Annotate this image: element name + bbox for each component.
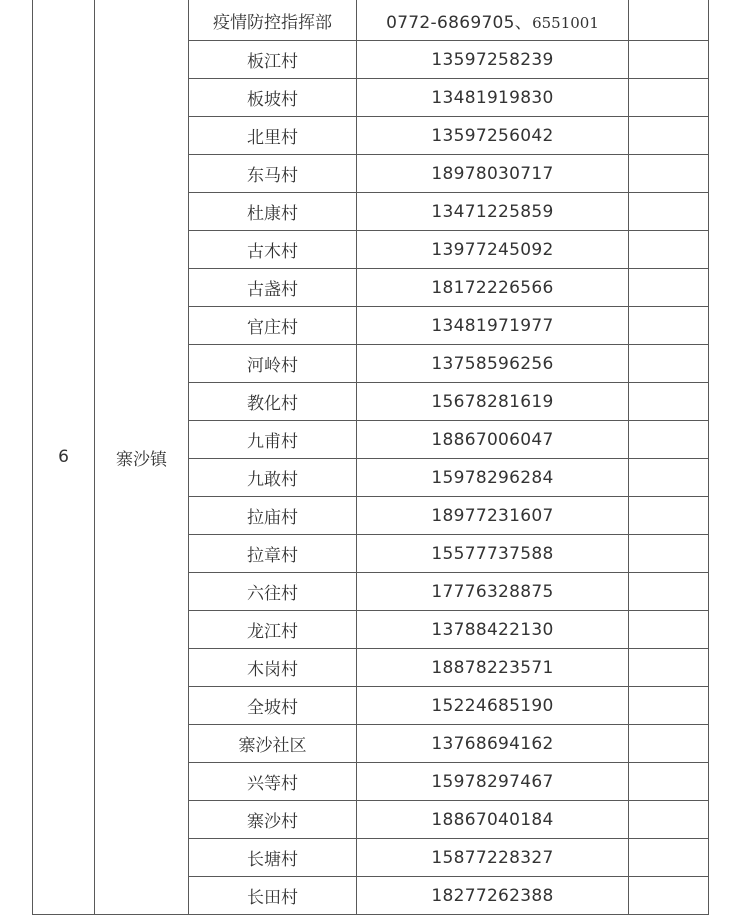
unit-name-cell: 全坡村: [189, 687, 357, 725]
unit-name-cell: 兴等村: [189, 763, 357, 801]
phone-cell: [357, 231, 629, 269]
group-index-cell: 6: [33, 0, 95, 915]
phone-number: 18878223571: [431, 657, 554, 678]
contact-table-body: [33, 0, 709, 915]
unit-name-cell: 六往村: [189, 573, 357, 611]
unit-name-cell: 北里村: [189, 117, 357, 155]
unit-name-cell: 长田村: [189, 877, 357, 915]
unit-name-cell: 长塘村: [189, 839, 357, 877]
phone-cell: [357, 383, 629, 421]
phone-number: 17776328875: [431, 581, 554, 602]
unit-name-cell: 官庄村: [189, 307, 357, 345]
note-cell: [629, 649, 709, 687]
phone-cell: [357, 877, 629, 915]
note-cell: [629, 231, 709, 269]
phone-number: 13768694162: [431, 733, 554, 754]
phone-cell: [357, 687, 629, 725]
unit-name-cell: 古盏村: [189, 269, 357, 307]
phone-number: 18867006047: [431, 429, 554, 450]
unit-name-cell: 古木村: [189, 231, 357, 269]
phone-number: 15877228327: [431, 847, 554, 868]
unit-name-cell: 寨沙社区: [189, 725, 357, 763]
unit-name-cell: 拉庙村: [189, 497, 357, 535]
note-cell: [629, 763, 709, 801]
note-cell: [629, 41, 709, 79]
unit-name-cell: 板江村: [189, 41, 357, 79]
note-cell: [629, 193, 709, 231]
note-cell: [629, 725, 709, 763]
phone-number: 18277262388: [431, 885, 554, 906]
phone-number: 13481971977: [431, 315, 554, 336]
phone-number: 13471225859: [431, 201, 554, 222]
phone-cell: [357, 117, 629, 155]
phone-number: 13977245092: [431, 239, 554, 260]
phone-number: 15678281619: [431, 391, 554, 412]
town-name-cell: 寨沙镇: [95, 0, 189, 915]
unit-name-cell: 板坡村: [189, 79, 357, 117]
note-cell: [629, 79, 709, 117]
phone-number: 13481919830: [431, 87, 554, 108]
phone-cell: [357, 497, 629, 535]
unit-name-cell: 龙江村: [189, 611, 357, 649]
phone-cell: [357, 155, 629, 193]
phone-cell: [357, 725, 629, 763]
contact-table: [32, 0, 709, 915]
unit-name-cell: 木岗村: [189, 649, 357, 687]
phone-number: 13788422130: [431, 619, 554, 640]
unit-name-cell: 九甫村: [189, 421, 357, 459]
phone-cell: [357, 307, 629, 345]
phone-cell: [357, 763, 629, 801]
unit-name-cell: 疫情防控指挥部: [189, 0, 357, 41]
note-cell: [629, 801, 709, 839]
note-cell: [629, 839, 709, 877]
note-cell: [629, 117, 709, 155]
note-cell: [629, 269, 709, 307]
phone-cell: [357, 839, 629, 877]
phone-number-extra: 6551001: [532, 13, 599, 32]
note-cell: [629, 155, 709, 193]
phone-number: 15978297467: [431, 771, 554, 792]
phone-number: 18977231607: [431, 505, 554, 526]
note-cell: [629, 0, 709, 41]
note-cell: [629, 383, 709, 421]
phone-number: 13758596256: [431, 353, 554, 374]
phone-cell: [357, 421, 629, 459]
unit-name-cell: 杜康村: [189, 193, 357, 231]
note-cell: [629, 345, 709, 383]
phone-number: 15224685190: [431, 695, 554, 716]
phone-number: 13597256042: [431, 125, 554, 146]
phone-cell: [357, 459, 629, 497]
note-cell: [629, 421, 709, 459]
phone-cell: [357, 649, 629, 687]
unit-name-cell: 九敢村: [189, 459, 357, 497]
note-cell: [629, 877, 709, 915]
phone-cell: [357, 535, 629, 573]
phone-cell: [357, 79, 629, 117]
phone-number: 18172226566: [431, 277, 554, 298]
unit-name-cell: 东马村: [189, 155, 357, 193]
note-cell: [629, 573, 709, 611]
note-cell: [629, 307, 709, 345]
phone-cell: [357, 801, 629, 839]
phone-cell: [357, 193, 629, 231]
phone-number: 15978296284: [431, 467, 554, 488]
note-cell: [629, 459, 709, 497]
phone-cell: [357, 345, 629, 383]
unit-name-cell: 教化村: [189, 383, 357, 421]
phone-cell: [357, 41, 629, 79]
phone-number: 18867040184: [431, 809, 554, 830]
note-cell: [629, 611, 709, 649]
phone-cell: [357, 269, 629, 307]
phone-number: 0772-6869705、: [386, 12, 533, 33]
phone-cell: [357, 0, 629, 41]
table-row: [33, 0, 709, 41]
note-cell: [629, 497, 709, 535]
unit-name-cell: 河岭村: [189, 345, 357, 383]
phone-number: 18978030717: [431, 163, 554, 184]
unit-name-cell: 拉章村: [189, 535, 357, 573]
note-cell: [629, 535, 709, 573]
phone-number: 15577737588: [431, 543, 554, 564]
phone-number: 13597258239: [431, 49, 554, 70]
phone-cell: [357, 611, 629, 649]
unit-name-cell: 寨沙村: [189, 801, 357, 839]
note-cell: [629, 687, 709, 725]
phone-cell: [357, 573, 629, 611]
